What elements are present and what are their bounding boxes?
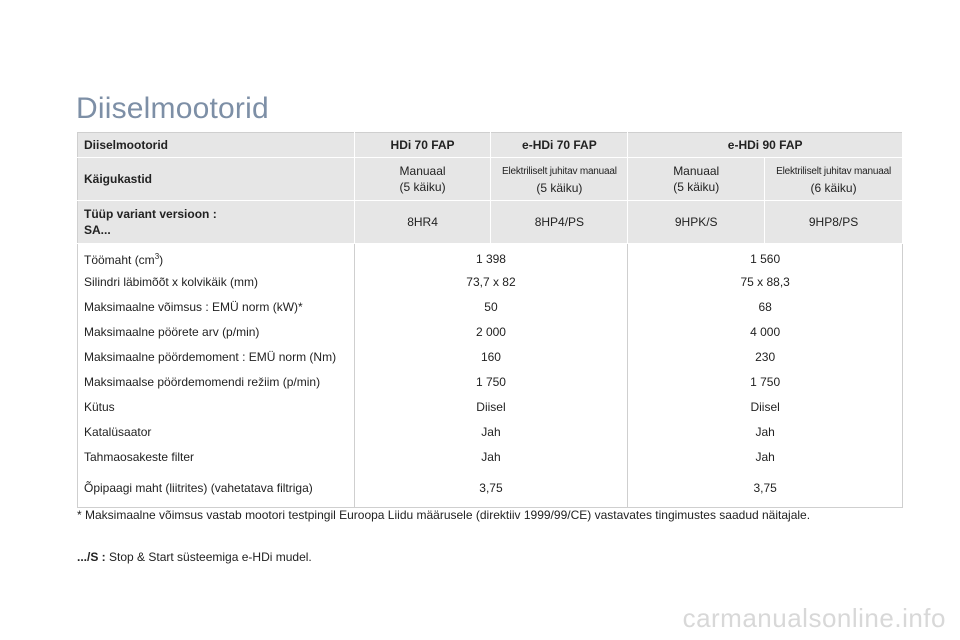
spec-label: Kütus xyxy=(78,394,355,419)
stop-start-suffix: .../S : xyxy=(77,550,106,564)
table-row xyxy=(78,444,903,469)
gearbox-cell xyxy=(491,158,628,201)
table-row xyxy=(78,294,903,319)
site-watermark: carmanualsonline.info xyxy=(682,603,946,633)
table-header-row xyxy=(78,133,903,158)
table-row xyxy=(78,394,903,419)
header-hdi-70: HDi 70 FAP xyxy=(354,133,491,158)
variant-row xyxy=(78,201,903,244)
gearbox-type: Elektriliselt juhitav manuaal xyxy=(501,166,617,177)
spec-value-90: Jah xyxy=(628,444,903,469)
gearbox-cell xyxy=(628,158,765,201)
spec-value-70: 50 xyxy=(354,294,628,319)
gearbox-type: Manuaal xyxy=(673,164,720,178)
table-row xyxy=(78,344,903,369)
table-row xyxy=(78,369,903,394)
gearbox-row xyxy=(78,158,903,201)
spec-value-70: 160 xyxy=(354,344,628,369)
engine-spec-table xyxy=(77,132,903,508)
variant-code: 8HR4 xyxy=(354,201,491,244)
header-engine-type: Diiselmootorid xyxy=(78,133,355,158)
table-row xyxy=(78,269,903,294)
stop-start-note xyxy=(77,550,312,564)
variant-code: 9HP8/PS xyxy=(765,201,903,244)
spec-value-90: 230 xyxy=(628,344,903,369)
power-footnote: * Maksimaalne võimsus vastab mootori testpingil Euroopa Liidu määrusele (direktiiv 1999/99/CE) vastavates tingimustes saadud näitajale. xyxy=(77,508,811,522)
variant-label-line2: SA... xyxy=(84,223,111,237)
spec-label: Maksimaalne võimsus : EMÜ norm (kW)* xyxy=(78,294,355,319)
spec-value-90: 3,75 xyxy=(628,469,903,508)
spec-label: Maksimaalne pöördemoment : EMÜ norm (Nm) xyxy=(78,344,355,369)
variant-label-line1: Tüüp variant versioon : xyxy=(84,207,217,221)
spec-value-90: Jah xyxy=(628,419,903,444)
spec-value-90: Diisel xyxy=(628,394,903,419)
spec-value-90: 1 560 xyxy=(628,244,903,270)
spec-value-90: 4 000 xyxy=(628,319,903,344)
spec-value-70: Jah xyxy=(354,444,628,469)
table-row xyxy=(78,419,903,444)
spec-value-70: 1 750 xyxy=(354,369,628,394)
table-row xyxy=(78,469,903,508)
page-title: Diiselmootorid xyxy=(76,92,269,125)
variant-label xyxy=(78,201,355,244)
stop-start-text: Stop & Start süsteemiga e-HDi mudel. xyxy=(105,550,312,564)
spec-value-70: 73,7 x 82 xyxy=(354,269,628,294)
gearbox-type: Manuaal xyxy=(399,164,446,178)
gearbox-gears: (5 käiku) xyxy=(673,180,720,194)
gearbox-gears: (5 käiku) xyxy=(399,180,446,194)
gearbox-label: Käigukastid xyxy=(78,158,355,201)
spec-value-70: 2 000 xyxy=(354,319,628,344)
spec-label: Õpipaagi maht (liitrites) (vahetatava filtriga) xyxy=(78,469,355,508)
spec-value-70: 3,75 xyxy=(354,469,628,508)
spec-label: Maksimaalne pöörete arv (p/min) xyxy=(78,319,355,344)
gearbox-gears: (6 käiku) xyxy=(810,181,857,195)
variant-code: 8HP4/PS xyxy=(491,201,628,244)
spec-label: Silindri läbimõõt x kolvikäik (mm) xyxy=(78,269,355,294)
spec-label: Tahmaosakeste filter xyxy=(78,444,355,469)
spec-value-90: 1 750 xyxy=(628,369,903,394)
gearbox-type: Elektriliselt juhitav manuaal xyxy=(776,166,891,177)
spec-value-70: Diisel xyxy=(354,394,628,419)
variant-code: 9HPK/S xyxy=(628,201,765,244)
gearbox-cell xyxy=(765,158,903,201)
table-row xyxy=(78,319,903,344)
gearbox-gears: (5 käiku) xyxy=(536,181,583,195)
table-row xyxy=(78,244,903,270)
spec-value-90: 68 xyxy=(628,294,903,319)
header-ehdi-70: e-HDi 70 FAP xyxy=(491,133,628,158)
spec-value-90: 75 x 88,3 xyxy=(628,269,903,294)
spec-value-70: 1 398 xyxy=(354,244,628,270)
spec-value-70: Jah xyxy=(354,419,628,444)
header-ehdi-90: e-HDi 90 FAP xyxy=(628,133,903,158)
spec-label: Maksimaalse pöördemomendi režiim (p/min) xyxy=(78,369,355,394)
spec-label: Töömaht $(cm^3)$ xyxy=(78,244,355,270)
spec-label: Katalüsaator xyxy=(78,419,355,444)
gearbox-cell xyxy=(354,158,491,201)
